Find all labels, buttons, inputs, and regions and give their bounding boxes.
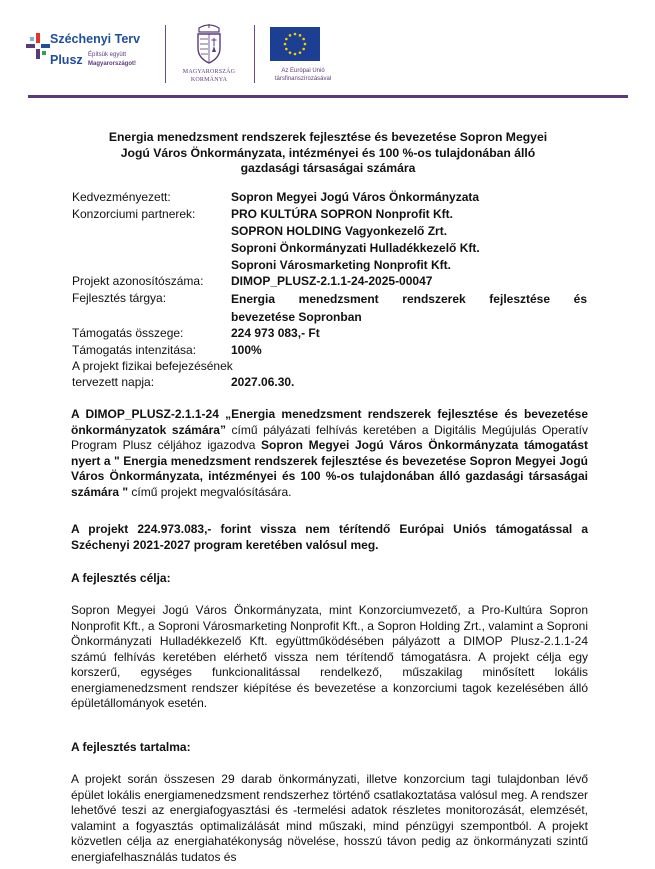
header-underline (28, 95, 628, 98)
completion-value: 2027.06.30. (231, 375, 295, 389)
szechenyi-plus: Plusz (50, 53, 83, 67)
intro-text-2: című projekt megvalósítására. (128, 484, 292, 499)
intensity-value: 100% (231, 343, 262, 357)
project-id-label: Projekt azonosítószáma: (72, 274, 204, 288)
subject-label: Fejlesztés tárgya: (72, 291, 167, 305)
partner-item: PRO KULTÚRA SOPRON Nonprofit Kft. (231, 207, 453, 221)
subject-value-line-2: bevezetése Sopronban (231, 310, 362, 324)
header-divider (165, 25, 166, 83)
project-id-value: DIMOP_PLUSZ-2.1.1-24-2025-00047 (231, 274, 433, 288)
eu-star-icon (302, 48, 305, 51)
partner-item: Soproni Önkormányzati Hulladékkezelő Kft. (231, 241, 480, 255)
eu-star-icon (289, 51, 292, 54)
government-text (178, 68, 240, 84)
eu-text (258, 67, 348, 83)
completion-label-line-1: A projekt fizikai befejezésének (72, 359, 233, 373)
intro-paragraph (71, 407, 588, 500)
szechenyi-plusz-logo (26, 31, 156, 83)
eu-star-icon (285, 38, 288, 41)
partner-item: Soproni Városmarketing Nonprofit Kft. (231, 258, 452, 272)
eu-star-icon (284, 43, 287, 46)
szechenyi-title: Széchenyi Terv (50, 32, 141, 46)
partners-label: Konzorciumi partnerek: (72, 207, 196, 221)
eu-star-icon (304, 43, 307, 46)
funding-paragraph: A projekt 224.973.083,- forint vissza nem térítendő Európai Uniós támogatással a Széchenyi 2021-2027 program keretében valósul meg. (71, 522, 588, 552)
completion-label-line-2: tervezett napja: (72, 375, 155, 389)
eu-star-icon (299, 34, 302, 37)
intro-call-name: A DIMOP_PLUSZ-2.1.1-24 „Energia menedzsment rendszerek fejlesztése és bevezetése önkormányzatok számára” (71, 407, 588, 437)
eu-cofinancing-logo (262, 27, 344, 87)
page-header (0, 0, 655, 95)
eu-star-icon (294, 53, 297, 56)
szechenyi-cross-icon (26, 33, 50, 61)
title-line-3: gazdasági társaságai számára (240, 161, 416, 175)
title-line-2: Jogú Város Önkormányzata, intézményei és 100 %-os tulajdonában álló (120, 145, 536, 160)
government-text-line-1: MAGYARORSZÁG (182, 69, 236, 75)
goal-heading: A fejlesztés célja: (71, 571, 171, 585)
subject-value-line-1: Energia menedzsment rendszerek fejlesztése és (231, 292, 587, 306)
coat-of-arms-icon (194, 24, 224, 64)
eu-star-icon (299, 51, 302, 54)
content-paragraph: A projekt során összesen 29 darab önkormányzati, illetve konzorcium tagi tulajdonban lévő épület lokális energiamenedzsment rendszerhez történő csatlakoztatása valósul meg. A rendszer lehetővé teszi az energiafogyasztási és -termelési adatok részletes monitorozását, elemzését, valamint a fogyasztás optimalizálását mind műszaki, mind pénzügyi szempontból. A projekt közvetlen célja az energiahatékonyság növelése, hosszú távon pedig az önkormányzati szintű energiafelhasználás tudatos és (71, 772, 588, 864)
eu-star-icon (302, 38, 305, 41)
intro-text-1: című pályázati felhívás keretében a Digitális Megújulás Operatív Program Plusz céljához igazodva (71, 422, 588, 452)
eu-text-line-2: társfinanszírozásával (274, 76, 332, 82)
amount-value: 224 973 083,- Ft (231, 326, 320, 340)
intensity-label: Támogatás intenzitása: (72, 343, 197, 357)
eu-star-icon (289, 34, 292, 37)
szechenyi-tagline-2: Magyarországot! (88, 61, 137, 67)
document-title (70, 130, 586, 177)
amount-label: Támogatás összege: (72, 326, 184, 340)
goal-paragraph: Sopron Megyei Jogú Város Önkormányzata, mint Konzorciumvezető, a Pro-Kultúra Sopron Nonprofit Kft., a Soproni Városmarketing Nonprofit Kft., a Sopron Holding Zrt., valamint a Soproni Önkormányzati Hulladékkezelő Kft. együttműködésében pályázott a DIMOP Plusz-2.1.1-24 számú felhívás keretében elérhető vissza nem térítendő támogatásra. A projekt célja egy korszerű, egységes funkcionalitással rendelkező, műszakilag minősített lokális energiamenedzsment rendszer kiépítése és bevezetése a konzorciumi tagok kezelésében álló épületállományok esetén. (71, 603, 588, 710)
hungarian-government-logo (178, 24, 240, 90)
eu-star-icon (285, 48, 288, 51)
eu-flag-icon (270, 27, 320, 61)
eu-text-line-1: Az Európai Unió (281, 68, 325, 74)
title-line-1: Energia menedzsment rendszerek fejlesztése és bevezetése Sopron Megyei (108, 130, 548, 144)
eu-star-icon (294, 33, 297, 36)
government-text-line-2: KORMÁNYA (190, 77, 228, 83)
szechenyi-tagline-1: Építsük együtt (88, 52, 127, 58)
partner-item: SOPRON HOLDING Vagyonkezelő Zrt. (231, 224, 448, 238)
header-divider (254, 25, 255, 83)
content-heading: A fejlesztés tartalma: (71, 740, 191, 754)
beneficiary-value: Sopron Megyei Jogú Város Önkormányzata (231, 190, 480, 204)
beneficiary-label: Kedvezményezett: (72, 190, 171, 204)
intro-project-name: Sopron Megyei Jogú Város Önkormányzata támogatást nyert a " Energia menedzsment rendszerek fejlesztése és bevezetése Sopron Megyei Jogú Város Önkormányzata, intézményei és 100 %-os tulajdonában álló gazdasági társaságai számára " (71, 438, 588, 499)
